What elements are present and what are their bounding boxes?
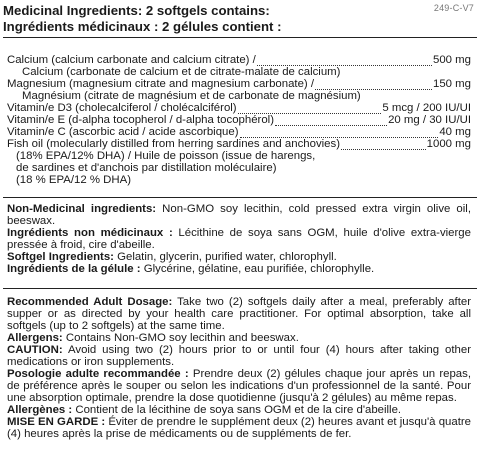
ingredient-translation: Calcium (carbonate de calcium et de citrate-malate de calcium) xyxy=(22,66,341,78)
ingredient-row: Calcium (calcium carbonate and calcium citrate) / 500 mg xyxy=(7,54,471,66)
ingredient-row: Fish oil (molecularly distilled from herring sardines and anchovies) 1000 mg xyxy=(7,138,471,150)
ingredient-translation: de sardines et d'anchois par distillation moléculaire) xyxy=(16,162,277,174)
softgel-ingredients-fr: Ingrédients de la gélule : Glycérine, gélatine, eau purifiée, chlorophylle. xyxy=(7,263,375,275)
allergens-fr: Allergènes : Contient de la lécithine de soya sans OGM et de la cire d'abeille. xyxy=(7,404,402,416)
non-medicinal-en: Non-Medicinal ingredients: Non-GMO soy lecithin, cold pressed extra virgin olive oil, beeswax. xyxy=(7,203,471,227)
ingredient-translation: Magnésium (citrate de magnésium et de carbonate de magnésium) xyxy=(22,90,361,102)
allergens-en: Allergens: Contains Non-GMO soy lecithin and beeswax. xyxy=(7,332,299,344)
header-fr: Ingrédients médicinaux : 2 gélules contient : xyxy=(3,18,282,34)
dosage-section xyxy=(7,296,471,440)
label-code: 249-C-V7 xyxy=(433,3,474,13)
medicinal-ingredients-list xyxy=(7,54,471,186)
dosage-en: Recommended Adult Dosage: Take two (2) softgels daily after a meal, preferably after supper or as directed by your health care practitioner. For optimal absorption, take all softgels (up to 2 softgels) at the same time. xyxy=(7,296,471,332)
ingredient-translation: (18 % EPA/12 % DHA) xyxy=(16,174,132,186)
ingredient-row: Vitamin/e E (d-alpha tocopherol / d-alpha tocophérol) 20 mg / 30 IU/UI xyxy=(7,114,471,126)
non-medicinal-section xyxy=(7,203,471,275)
caution-fr: MISE EN GARDE : Éviter de prendre le supplément deux (2) heures avant et jusqu'à quatre (4) heures après la prise de médicaments ou de suppléments de fer. xyxy=(7,416,471,440)
ingredient-row: Vitamin/e D3 (cholecalciferol / cholécalciférol) 5 mcg / 200 IU/UI xyxy=(7,102,471,114)
ingredients-header xyxy=(3,3,443,34)
non-medicinal-fr: Ingrédients non médicinaux : Lécithine de soya sans OGM, huile d'olive extra-vierge pressée à froid, cire d'abeille. xyxy=(7,227,471,251)
divider-bottom xyxy=(3,288,477,289)
ingredient-row: Vitamin/e C (ascorbic acid / acide ascorbique) 40 mg xyxy=(7,126,471,138)
ingredient-translation: (18% EPA/12% DHA) / Huile de poisson (issue de harengs, xyxy=(16,150,316,162)
softgel-ingredients-en: Softgel Ingredients: Gelatin, glycerin, purified water, chlorophyll. xyxy=(7,251,337,263)
divider-middle xyxy=(3,197,477,198)
dosage-fr: Posologie adulte recommandée : Prendre deux (2) gélules chaque jour après un repas, de préférence après le souper ou selon les indications d'un professionnel de la santé. Pour une absorption optimale, prendre la dose quotidienne (jusqu'à 2 gélules) au même repas. xyxy=(7,368,471,404)
divider-top xyxy=(3,37,477,38)
caution-en: CAUTION: Avoid using two (2) hours prior to or until four (4) hours after taking other medications or iron supplements. xyxy=(7,344,471,368)
ingredient-row: Magnesium (magnesium citrate and magnesium carbonate) / 150 mg xyxy=(7,78,471,90)
header-en: Medicinal Ingredients: 2 softgels contains: xyxy=(3,3,270,18)
